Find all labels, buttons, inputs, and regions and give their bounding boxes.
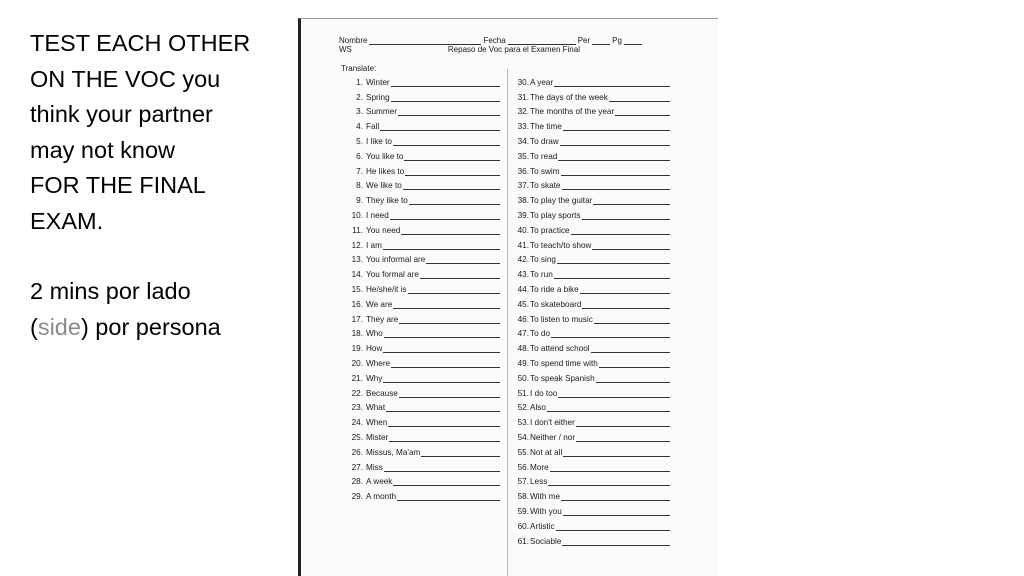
item-number: 28. bbox=[351, 477, 363, 487]
vocab-item bbox=[517, 353, 670, 368]
instructions-text bbox=[30, 26, 280, 345]
item-number: 16. bbox=[351, 299, 363, 309]
vocab-item bbox=[517, 131, 670, 146]
vocab-item bbox=[517, 412, 670, 427]
item-term: The time bbox=[530, 122, 562, 132]
item-term: He likes to bbox=[366, 166, 405, 176]
answer-blank bbox=[561, 166, 670, 176]
translation-hint: side bbox=[37, 313, 81, 340]
item-term: To swim bbox=[530, 166, 560, 176]
answer-blank bbox=[558, 388, 670, 398]
per-blank bbox=[592, 36, 610, 45]
answer-blank bbox=[562, 180, 670, 190]
item-number: 25. bbox=[351, 432, 363, 442]
answer-blank bbox=[563, 506, 670, 516]
answer-blank bbox=[405, 166, 500, 176]
answer-blank bbox=[383, 240, 500, 250]
item-term: More bbox=[530, 462, 549, 472]
vocab-item bbox=[517, 442, 670, 457]
item-number: 51. bbox=[517, 388, 529, 398]
item-term: Mister bbox=[366, 432, 389, 442]
item-term: To ride a bike bbox=[530, 284, 579, 294]
item-term: You need bbox=[366, 225, 401, 235]
vocab-item bbox=[517, 516, 670, 531]
item-term: They like to bbox=[366, 196, 408, 206]
answer-blank bbox=[550, 462, 670, 472]
answer-blank bbox=[571, 225, 670, 235]
answer-blank bbox=[383, 373, 500, 383]
answer-blank bbox=[557, 254, 670, 264]
worksheet-title: Repaso de Voc para el Examen Final bbox=[447, 45, 580, 54]
answer-blank bbox=[420, 269, 500, 279]
item-number: 35. bbox=[517, 151, 529, 161]
item-number: 18. bbox=[351, 329, 363, 339]
answer-blank bbox=[399, 314, 500, 324]
item-number: 7. bbox=[356, 166, 363, 176]
answer-blank bbox=[556, 521, 670, 531]
item-number: 29. bbox=[351, 492, 363, 502]
answer-blank bbox=[562, 536, 670, 546]
item-term: Miss bbox=[366, 462, 383, 472]
vocab-item bbox=[517, 309, 670, 324]
item-number: 40. bbox=[517, 225, 529, 235]
item-term: A week bbox=[366, 477, 393, 487]
item-number: 41. bbox=[517, 240, 529, 250]
vocab-item bbox=[350, 457, 500, 472]
answer-blank bbox=[561, 491, 670, 501]
item-number: 55. bbox=[517, 447, 529, 457]
answer-blank bbox=[391, 358, 500, 368]
per-label: Per bbox=[577, 36, 591, 45]
item-number: 10. bbox=[351, 210, 363, 220]
spacer bbox=[30, 239, 280, 274]
paren-rest: ) por persona bbox=[80, 313, 221, 340]
vocab-item bbox=[517, 383, 670, 398]
answer-blank bbox=[393, 476, 500, 486]
answer-blank bbox=[390, 210, 500, 220]
item-term: To do bbox=[530, 329, 551, 339]
item-number: 2. bbox=[356, 92, 363, 102]
answer-blank bbox=[404, 151, 500, 161]
answer-blank bbox=[403, 180, 500, 190]
vocab-item bbox=[350, 442, 500, 457]
item-term: Less bbox=[530, 477, 548, 487]
vocab-item bbox=[517, 190, 670, 205]
vocab-item bbox=[350, 205, 500, 220]
item-number: 3. bbox=[356, 107, 363, 117]
nombre-label: Nombre bbox=[339, 36, 368, 45]
fecha-label: Fecha bbox=[483, 36, 506, 45]
vocab-item bbox=[517, 294, 670, 309]
vocab-item bbox=[517, 72, 670, 87]
item-term: I need bbox=[366, 210, 389, 220]
answer-blank bbox=[576, 417, 670, 427]
answer-blank bbox=[399, 388, 500, 398]
vocab-item bbox=[350, 383, 500, 398]
vocab-item bbox=[517, 205, 670, 220]
item-number: 21. bbox=[351, 373, 363, 383]
answer-blank bbox=[592, 240, 670, 250]
vocab-item bbox=[350, 161, 500, 176]
item-term: I am bbox=[366, 240, 382, 250]
item-number: 11. bbox=[352, 225, 363, 235]
fecha-blank bbox=[508, 36, 576, 45]
vocab-item bbox=[350, 472, 500, 487]
item-term: I do too bbox=[530, 388, 558, 398]
item-number: 14. bbox=[351, 270, 363, 280]
vocab-item bbox=[517, 398, 670, 413]
vocab-item bbox=[350, 368, 500, 383]
vocab-item bbox=[517, 146, 670, 161]
answer-blank bbox=[426, 254, 500, 264]
item-number: 54. bbox=[517, 432, 529, 442]
item-term: They are bbox=[366, 314, 399, 324]
vocab-item bbox=[517, 427, 670, 442]
item-number: 27. bbox=[351, 462, 363, 472]
item-number: 39. bbox=[517, 210, 529, 220]
answer-blank bbox=[380, 121, 500, 131]
instruction-line: may not know bbox=[30, 136, 175, 163]
answer-blank bbox=[401, 225, 500, 235]
item-term: We like to bbox=[366, 181, 402, 191]
item-term: To attend school bbox=[530, 344, 590, 354]
item-number: 42. bbox=[517, 255, 529, 265]
vocab-item bbox=[350, 412, 500, 427]
answer-blank bbox=[409, 195, 500, 205]
answer-blank bbox=[383, 343, 500, 353]
item-term: Why bbox=[366, 373, 383, 383]
vocab-item bbox=[517, 368, 670, 383]
vocab-item bbox=[350, 220, 500, 235]
item-number: 46. bbox=[517, 314, 529, 324]
pg-label: Pg bbox=[612, 36, 622, 45]
vocab-item bbox=[350, 264, 500, 279]
item-number: 8. bbox=[356, 181, 363, 191]
item-number: 1. bbox=[356, 77, 363, 87]
item-term: To skateboard bbox=[530, 299, 582, 309]
item-number: 38. bbox=[517, 196, 529, 206]
vocab-item bbox=[517, 220, 670, 235]
vocab-item bbox=[350, 353, 500, 368]
item-number: 52. bbox=[517, 403, 529, 413]
answer-blank bbox=[593, 195, 670, 205]
item-number: 4. bbox=[356, 122, 363, 132]
item-number: 30. bbox=[517, 77, 529, 87]
item-number: 23. bbox=[351, 403, 363, 413]
item-term: With you bbox=[530, 506, 562, 516]
vocab-item bbox=[517, 176, 670, 191]
item-term: I don't either bbox=[530, 418, 575, 428]
vocab-item bbox=[517, 161, 670, 176]
item-number: 59. bbox=[517, 506, 529, 516]
answer-blank bbox=[582, 210, 670, 220]
item-term: I like to bbox=[366, 136, 392, 146]
item-term: Missus, Ma'am bbox=[366, 447, 421, 457]
vocab-item bbox=[350, 427, 500, 442]
vocab-list-left bbox=[350, 72, 500, 501]
vocab-item bbox=[517, 279, 670, 294]
vocab-item bbox=[350, 116, 500, 131]
item-term: To skate bbox=[530, 181, 561, 191]
answer-blank bbox=[393, 136, 500, 146]
item-term: Artistic bbox=[530, 521, 555, 531]
answer-blank bbox=[391, 77, 500, 87]
item-number: 19. bbox=[351, 344, 363, 354]
answer-blank bbox=[384, 462, 500, 472]
item-number: 37. bbox=[517, 181, 529, 191]
item-number: 49. bbox=[517, 358, 529, 368]
item-term: Neither / nor bbox=[530, 432, 576, 442]
answer-blank bbox=[558, 151, 670, 161]
instruction-line: 2 mins por lado bbox=[30, 278, 191, 304]
vocab-item bbox=[350, 398, 500, 413]
item-term: To run bbox=[530, 270, 553, 280]
answer-blank bbox=[563, 447, 670, 457]
title-row bbox=[339, 45, 699, 55]
answer-blank bbox=[547, 402, 670, 412]
answer-blank bbox=[615, 106, 670, 116]
vocab-item bbox=[350, 72, 500, 87]
item-term: Spring bbox=[366, 92, 390, 102]
column-divider bbox=[507, 69, 508, 576]
item-term: When bbox=[366, 418, 388, 428]
vocab-item bbox=[517, 531, 670, 546]
answer-blank bbox=[397, 491, 500, 501]
vocab-item bbox=[517, 501, 670, 516]
instruction-line: TEST EACH OTHER bbox=[30, 30, 251, 56]
item-term: The days of the week bbox=[530, 92, 608, 102]
answer-blank bbox=[551, 328, 670, 338]
vocab-list-right bbox=[517, 72, 670, 546]
answer-blank bbox=[599, 358, 670, 368]
vocab-item bbox=[517, 264, 670, 279]
item-term: To play the guitar bbox=[530, 196, 593, 206]
answer-blank bbox=[554, 77, 670, 87]
item-number: 6. bbox=[356, 151, 363, 161]
vocab-item bbox=[350, 279, 500, 294]
item-number: 9. bbox=[356, 196, 363, 206]
item-term: A month bbox=[366, 492, 397, 502]
item-number: 36. bbox=[517, 166, 529, 176]
item-term: To spend time with bbox=[530, 358, 598, 368]
item-number: 60. bbox=[517, 521, 529, 531]
item-term: Summer bbox=[366, 107, 397, 117]
answer-blank bbox=[384, 328, 500, 338]
item-term: To practice bbox=[530, 225, 570, 235]
item-number: 33. bbox=[517, 122, 529, 132]
item-term: To sing bbox=[530, 255, 556, 265]
item-term: To draw bbox=[530, 136, 559, 146]
translate-label: Translate: bbox=[341, 64, 377, 73]
vocab-item bbox=[350, 338, 500, 353]
item-number: 5. bbox=[356, 136, 363, 146]
vocab-item bbox=[350, 250, 500, 265]
item-term: Fall bbox=[366, 122, 380, 132]
answer-blank bbox=[576, 432, 670, 442]
item-number: 34. bbox=[517, 136, 529, 146]
item-number: 20. bbox=[351, 358, 363, 368]
item-number: 13. bbox=[351, 255, 363, 265]
item-term: We are bbox=[366, 299, 393, 309]
answer-blank bbox=[591, 343, 670, 353]
item-term: Not at all bbox=[530, 447, 563, 457]
item-term: You formal are bbox=[366, 270, 419, 280]
worksheet-header bbox=[339, 35, 699, 55]
vocab-item bbox=[350, 176, 500, 191]
answer-blank bbox=[582, 299, 670, 309]
item-number: 45. bbox=[517, 299, 529, 309]
vocab-item bbox=[517, 486, 670, 501]
vocab-item bbox=[517, 235, 670, 250]
instruction-line bbox=[30, 310, 280, 346]
answer-blank bbox=[580, 284, 670, 294]
vocab-item bbox=[350, 87, 500, 102]
item-term: With me bbox=[530, 492, 561, 502]
item-number: 32. bbox=[517, 107, 529, 117]
vocab-item bbox=[350, 102, 500, 117]
name-date-row bbox=[339, 35, 699, 45]
vocab-item bbox=[350, 324, 500, 339]
vocab-item bbox=[517, 472, 670, 487]
answer-blank bbox=[548, 476, 670, 486]
item-number: 15. bbox=[351, 284, 363, 294]
item-term: He/she/it is bbox=[366, 284, 407, 294]
answer-blank bbox=[398, 106, 500, 116]
answer-blank bbox=[596, 373, 670, 383]
answer-blank bbox=[386, 402, 500, 412]
item-term: What bbox=[366, 403, 386, 413]
item-number: 22. bbox=[351, 388, 363, 398]
item-term: How bbox=[366, 344, 383, 354]
item-number: 24. bbox=[351, 418, 363, 428]
nombre-blank bbox=[369, 36, 481, 45]
item-number: 31. bbox=[517, 92, 529, 102]
worksheet-image bbox=[298, 18, 718, 576]
vocab-item bbox=[350, 235, 500, 250]
item-term: Because bbox=[366, 388, 398, 398]
vocab-item bbox=[517, 250, 670, 265]
item-term: Sociable bbox=[530, 536, 562, 546]
answer-blank bbox=[554, 269, 670, 279]
item-term: Winter bbox=[366, 77, 390, 87]
item-term: To listen to music bbox=[530, 314, 593, 324]
answer-blank bbox=[408, 284, 500, 294]
vocab-item bbox=[517, 457, 670, 472]
answer-blank bbox=[594, 314, 670, 324]
instruction-line: EXAM. bbox=[30, 207, 104, 234]
answer-blank bbox=[393, 299, 500, 309]
item-number: 17. bbox=[351, 314, 363, 324]
vocab-item bbox=[350, 190, 500, 205]
item-number: 61. bbox=[517, 536, 529, 546]
item-term: Who bbox=[366, 329, 383, 339]
vocab-item bbox=[517, 102, 670, 117]
item-number: 48. bbox=[517, 344, 529, 354]
item-term: Where bbox=[366, 358, 391, 368]
item-term: You like to bbox=[366, 151, 404, 161]
answer-blank bbox=[421, 447, 500, 457]
paren-open: ( bbox=[30, 313, 38, 340]
item-number: 47. bbox=[517, 329, 529, 339]
item-number: 43. bbox=[517, 270, 529, 280]
item-number: 44. bbox=[517, 284, 529, 294]
answer-blank bbox=[609, 92, 670, 102]
item-term: Also bbox=[530, 403, 546, 413]
item-term: To teach/to show bbox=[530, 240, 592, 250]
vocab-item bbox=[517, 324, 670, 339]
vocab-item bbox=[350, 309, 500, 324]
vocab-item bbox=[517, 338, 670, 353]
answer-blank bbox=[388, 417, 500, 427]
item-number: 58. bbox=[517, 492, 529, 502]
item-number: 26. bbox=[351, 447, 363, 457]
ws-label: WS bbox=[339, 45, 352, 54]
item-number: 53. bbox=[517, 418, 529, 428]
item-term: To speak Spanish bbox=[530, 373, 595, 383]
item-number: 57. bbox=[517, 477, 529, 487]
answer-blank bbox=[563, 121, 670, 131]
instruction-line: think your partner bbox=[30, 101, 213, 127]
item-number: 56. bbox=[517, 462, 529, 472]
pg-blank bbox=[624, 36, 642, 45]
item-term: To read bbox=[530, 151, 558, 161]
item-term: The months of the year bbox=[530, 107, 615, 117]
item-term: To play sports bbox=[530, 210, 581, 220]
vocab-item bbox=[350, 131, 500, 146]
vocab-item bbox=[517, 87, 670, 102]
vocab-item bbox=[350, 146, 500, 161]
instruction-line: ON THE VOC you bbox=[30, 65, 221, 92]
answer-blank bbox=[391, 92, 500, 102]
vocab-item bbox=[517, 116, 670, 131]
vocab-item bbox=[350, 486, 500, 501]
item-number: 12. bbox=[351, 240, 363, 250]
item-term: A year bbox=[530, 77, 554, 87]
answer-blank bbox=[389, 432, 500, 442]
vocab-item bbox=[350, 294, 500, 309]
instruction-line: FOR THE FINAL bbox=[30, 172, 206, 198]
item-number: 50. bbox=[517, 373, 529, 383]
item-term: You informal are bbox=[366, 255, 426, 265]
answer-blank bbox=[560, 136, 670, 146]
